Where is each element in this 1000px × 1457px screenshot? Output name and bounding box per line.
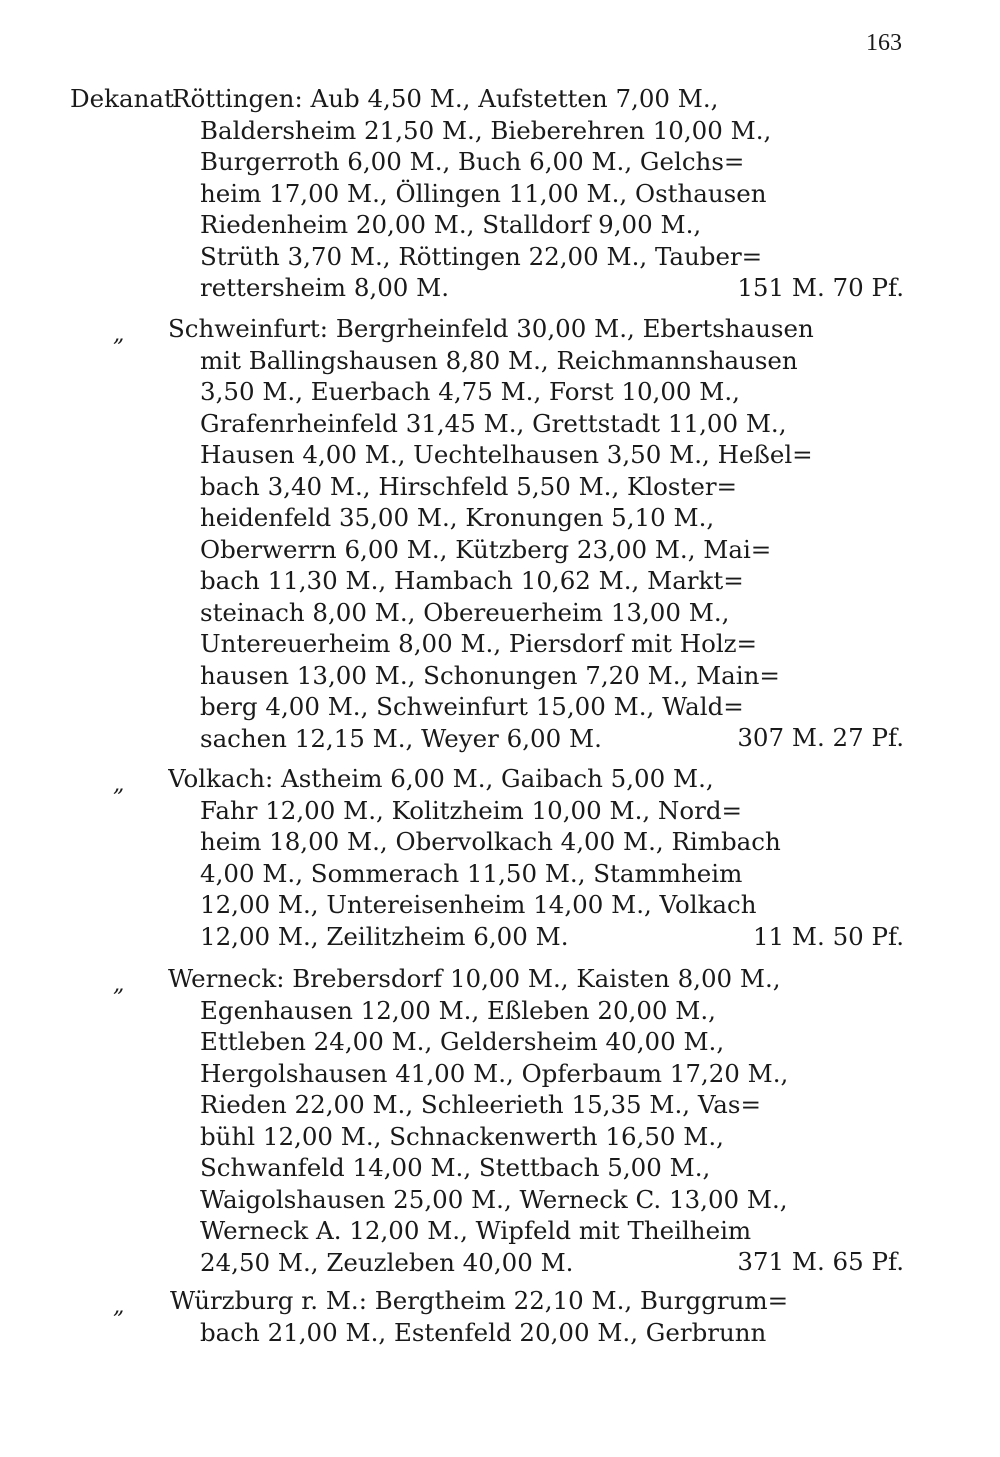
entry-line: Rieden 22,00 M., Schleerieth 15,35 M., Vas= bbox=[200, 1090, 762, 1119]
entry-lines bbox=[200, 1317, 766, 1349]
entry-line: berg 4,00 M., Schweinfurt 15,00 M., Wald= bbox=[200, 692, 744, 721]
entry-lines bbox=[168, 313, 814, 345]
entry-line: heim 18,00 M., Obervolkach 4,00 M., Rimbach bbox=[200, 827, 781, 856]
entry-line: Schwanfeld 14,00 M., Stettbach 5,00 M., bbox=[200, 1153, 711, 1182]
entry-lines bbox=[200, 795, 781, 953]
entry-line: hausen 13,00 M., Schonungen 7,20 M., Main= bbox=[200, 660, 780, 690]
entry-line: Baldersheim 21,50 M., Bieberehren 10,00 M., bbox=[200, 115, 772, 145]
ditto-mark: „ bbox=[113, 322, 125, 347]
entry-line: sachen 12,15 M., Weyer 6,00 M. bbox=[200, 723, 602, 753]
entry-lines bbox=[200, 345, 813, 755]
ditto-mark: „ bbox=[113, 772, 125, 797]
entry-line: mit Ballingshausen 8,80 M., Reichmannshausen bbox=[200, 345, 798, 375]
entry-line: Oberwerrn 6,00 M., Kützberg 23,00 M., Mai= bbox=[200, 534, 772, 564]
entry-line: bach 11,30 M., Hambach 10,62 M., Markt= bbox=[200, 566, 744, 595]
entry-line: Fahr 12,00 M., Kolitzheim 10,00 M., Nord= bbox=[200, 795, 743, 825]
entry-line: 12,00 M., Untereisenheim 14,00 M., Volkach bbox=[200, 890, 757, 919]
entry-lines bbox=[172, 83, 718, 115]
entry-line: Burgerroth 6,00 M., Buch 6,00 M., Gelchs= bbox=[200, 147, 745, 176]
entry-line: Ettleben 24,00 M., Geldersheim 40,00 M., bbox=[200, 1027, 725, 1056]
dekanat-label: Dekanat bbox=[70, 84, 174, 113]
entry-line: Hausen 4,00 M., Uechtelhausen 3,50 M., Heßel= bbox=[200, 440, 813, 469]
entry-line: Grafenrheinfeld 31,45 M., Grettstadt 11,00 M., bbox=[200, 408, 787, 438]
entry-line: Werneck: Brebersdorf 10,00 M., Kaisten 8,00 M., bbox=[168, 964, 781, 993]
entry-total: 11 M. 50 Pf. bbox=[752, 922, 904, 951]
entry-line: Untereuerheim 8,00 M., Piersdorf mit Holz= bbox=[200, 629, 758, 658]
entry-lines bbox=[168, 763, 714, 795]
entry-line: bach 21,00 M., Estenfeld 20,00 M., Gerbrunn bbox=[200, 1317, 767, 1347]
entry-line: 3,50 M., Euerbach 4,75 M., Forst 10,00 M., bbox=[200, 377, 740, 406]
entry-line: rettersheim 8,00 M. bbox=[200, 273, 450, 302]
entry-line: Werneck A. 12,00 M., Wipfeld mit Theilheim bbox=[200, 1216, 752, 1245]
entry-line: steinach 8,00 M., Obereuerheim 13,00 M., bbox=[200, 597, 730, 627]
entry-total: 151 M. 70 Pf. bbox=[737, 273, 904, 302]
entry-lines bbox=[200, 115, 771, 304]
entry-line: Egenhausen 12,00 M., Eßleben 20,00 M., bbox=[200, 995, 716, 1025]
entry-lines bbox=[168, 963, 781, 995]
entry-line: Waigolshausen 25,00 M., Werneck C. 13,00 M., bbox=[200, 1184, 788, 1214]
entry-line: 12,00 M., Zeilitzheim 6,00 M. bbox=[200, 921, 569, 951]
entry-line: Würzburg r. M.: Bergtheim 22,10 M., Burggrum= bbox=[170, 1286, 789, 1315]
ditto-mark: „ bbox=[113, 972, 125, 997]
entry-line: 24,50 M., Zeuzleben 40,00 M. bbox=[200, 1247, 574, 1277]
entry-lines bbox=[200, 995, 788, 1279]
entry-total: 371 M. 65 Pf. bbox=[737, 1247, 904, 1276]
ditto-mark: „ bbox=[113, 1294, 125, 1319]
entry-lines bbox=[170, 1285, 788, 1317]
entry-line: Volkach: Astheim 6,00 M., Gaibach 5,00 M., bbox=[168, 764, 714, 793]
entry-line: heidenfeld 35,00 M., Kronungen 5,10 M., bbox=[200, 503, 715, 532]
entry-line: 4,00 M., Sommerach 11,50 M., Stammheim bbox=[200, 858, 743, 888]
entry-line: Schweinfurt: Bergrheinfeld 30,00 M., Ebertshausen bbox=[168, 314, 814, 343]
entry-line: Strüth 3,70 M., Röttingen 22,00 M., Tauber= bbox=[200, 241, 763, 271]
entry-line: Riedenheim 20,00 M., Stalldorf 9,00 M., bbox=[200, 210, 702, 239]
entry-line: Röttingen: Aub 4,50 M., Aufstetten 7,00 M., bbox=[172, 84, 719, 113]
entry-line: heim 17,00 M., Öllingen 11,00 M., Osthausen bbox=[200, 178, 767, 208]
entry-line: bühl 12,00 M., Schnackenwerth 16,50 M., bbox=[200, 1121, 724, 1151]
entry-line: Hergolshausen 41,00 M., Opferbaum 17,20 M., bbox=[200, 1058, 789, 1088]
entry-line: bach 3,40 M., Hirschfeld 5,50 M., Kloster= bbox=[200, 471, 738, 501]
page-number: 163 bbox=[866, 30, 902, 56]
entry-total: 307 M. 27 Pf. bbox=[737, 723, 904, 752]
